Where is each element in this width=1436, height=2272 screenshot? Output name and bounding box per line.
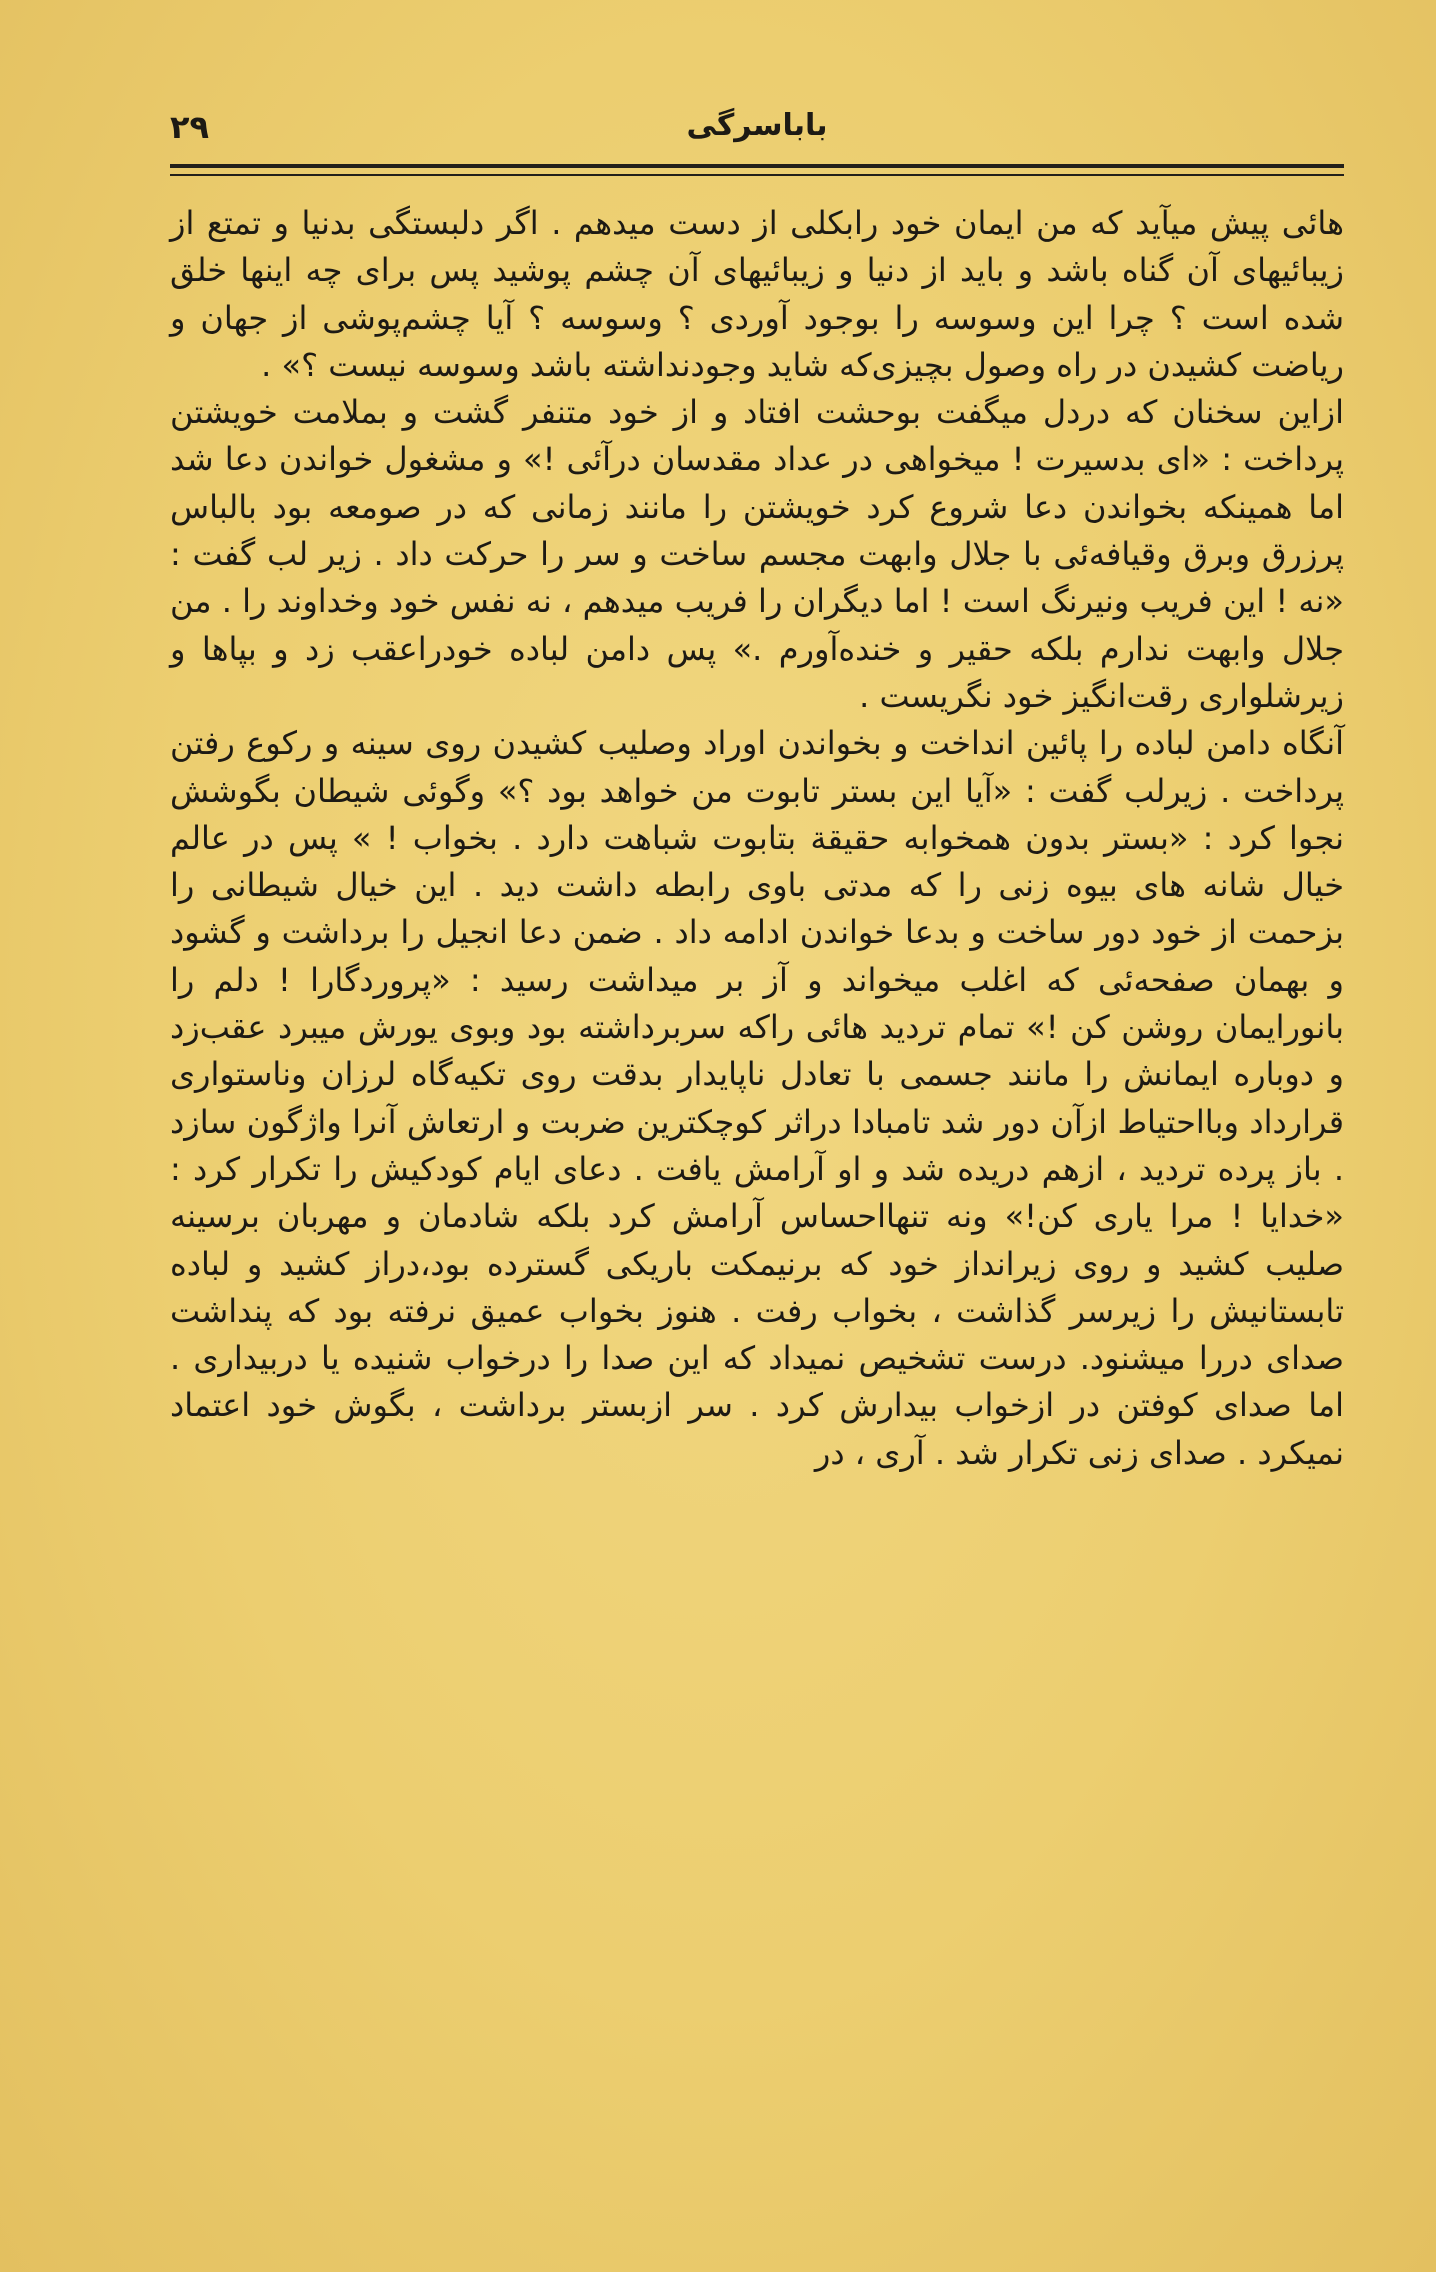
- paragraph: آنگاه دامن لباده را پائین انداخت و بخواندن اوراد وصلیب کشیدن روی سینه و رکوع رفتن پرداخت . زیرلب گفت : «آیا این بستر تابوت من خواهد بود ؟» وگوئی شیطان بگوشش نجوا کرد : «بستر بدون همخوابه حقیقة بتابوت شباهت دارد . بخواب ! » پس در عالم خیال شانه های بیوه زنی را که مدتی باوی رابطه داشت دید . این خیال شیطانی را بزحمت از خود دور ساخت و بدعا خواندن ادامه داد . ضمن دعا انجیل را برداشت و گشود و بهمان صفحه‌ئی که اغلب میخواند و آز بر میداشت رسید : «پروردگارا ! دلم را بانورایمان روشن کن !» تمام تردید هائی راکه سربرداشته بود وبوی یورش میبرد عقب‌زد و دوباره ایمانش را مانند جسمی با تعادل ناپایدار بدقت روی تکیه‌گاه لرزان وناستواری قرارداد وبااحتیاط ازآن دور شد تامبادا دراثر کوچکترین ضربت و ارتعاش آنرا واژگون سازد . باز پرده تردید ، ازهم دریده شد و او آرامش یافت . دعای ایام کودکیش را تکرار کرد : «خدایا ! مرا یاری کن!» ونه تنهااحساس آرامش کرد بلکه شادمان و مهربان برسینه صلیب کشید و روی زیرانداز خود که برنیمکت باریکی گسترده بود،دراز کشید و لباده تابستانیش را زیرسر گذاشت ، بخواب رفت . هنوز بخواب عمیق نرفته بود که پنداشت صدای دررا میشنود. درست تشخیص نمیداد که این صدا را درخواب شنیده یا دربیداری . اما صدای کوفتن در ازخواب بیدارش کرد . سر ازبستر برداشت ، بگوش خود اعتماد نمیکرد . صدای زنی تکرار شد . آری ، در: [170, 724, 1344, 1472]
- paragraph: هائی پیش میآید که من ایمان خود رابکلی از دست میدهم . اگر دلبستگی بدنیا و تمتع از زیبائیهای آن گناه باشد و باید از دنیا و زیبائیهای آن چشم پوشید پس برای چه اینها خلق شده است ؟ چرا این وسوسه را بوجود آوردی ؟ وسوسه ؟ آیا چشم‌پوشی از جهان و ریاضت کشیدن در راه وصول بچیزی‌که شاید وجودنداشته باشد وسوسه نیست ؟» .: [170, 204, 1344, 384]
- running-title: باباسرگی: [686, 108, 828, 143]
- header-rule-thick: [170, 164, 1344, 168]
- body-text: [170, 200, 1344, 1477]
- page-header: [170, 108, 1344, 158]
- header-rule-thin: [170, 174, 1344, 176]
- page-number: ۲۹: [170, 108, 210, 146]
- paragraph: ازاین سخنان که دردل میگفت بوحشت افتاد و از خود متنفر گشت و بملامت خویشتن پرداخت : «ای بدسیرت ! میخواهی در عداد مقدسان درآئی !» و مشغول خواندن دعا شد اما همینکه بخواندن دعا شروع کرد خویشتن را مانند زمانی که در صومعه بود بالباس پرزرق وبرق وقیافه‌ئی با جلال وابهت مجسم ساخت و سر را حرکت داد . زیر لب گفت : «نه ! این فریب ونیرنگ است ! اما دیگران را فریب میدهم ، نه نفس خود وخداوند را . من جلال وابهت ندارم بلکه حقیر و خنده‌آورم .» پس دامن لباده خودراعقب زد و بپاها و زیرشلواری رقت‌انگیز خود نگریست .: [170, 393, 1344, 715]
